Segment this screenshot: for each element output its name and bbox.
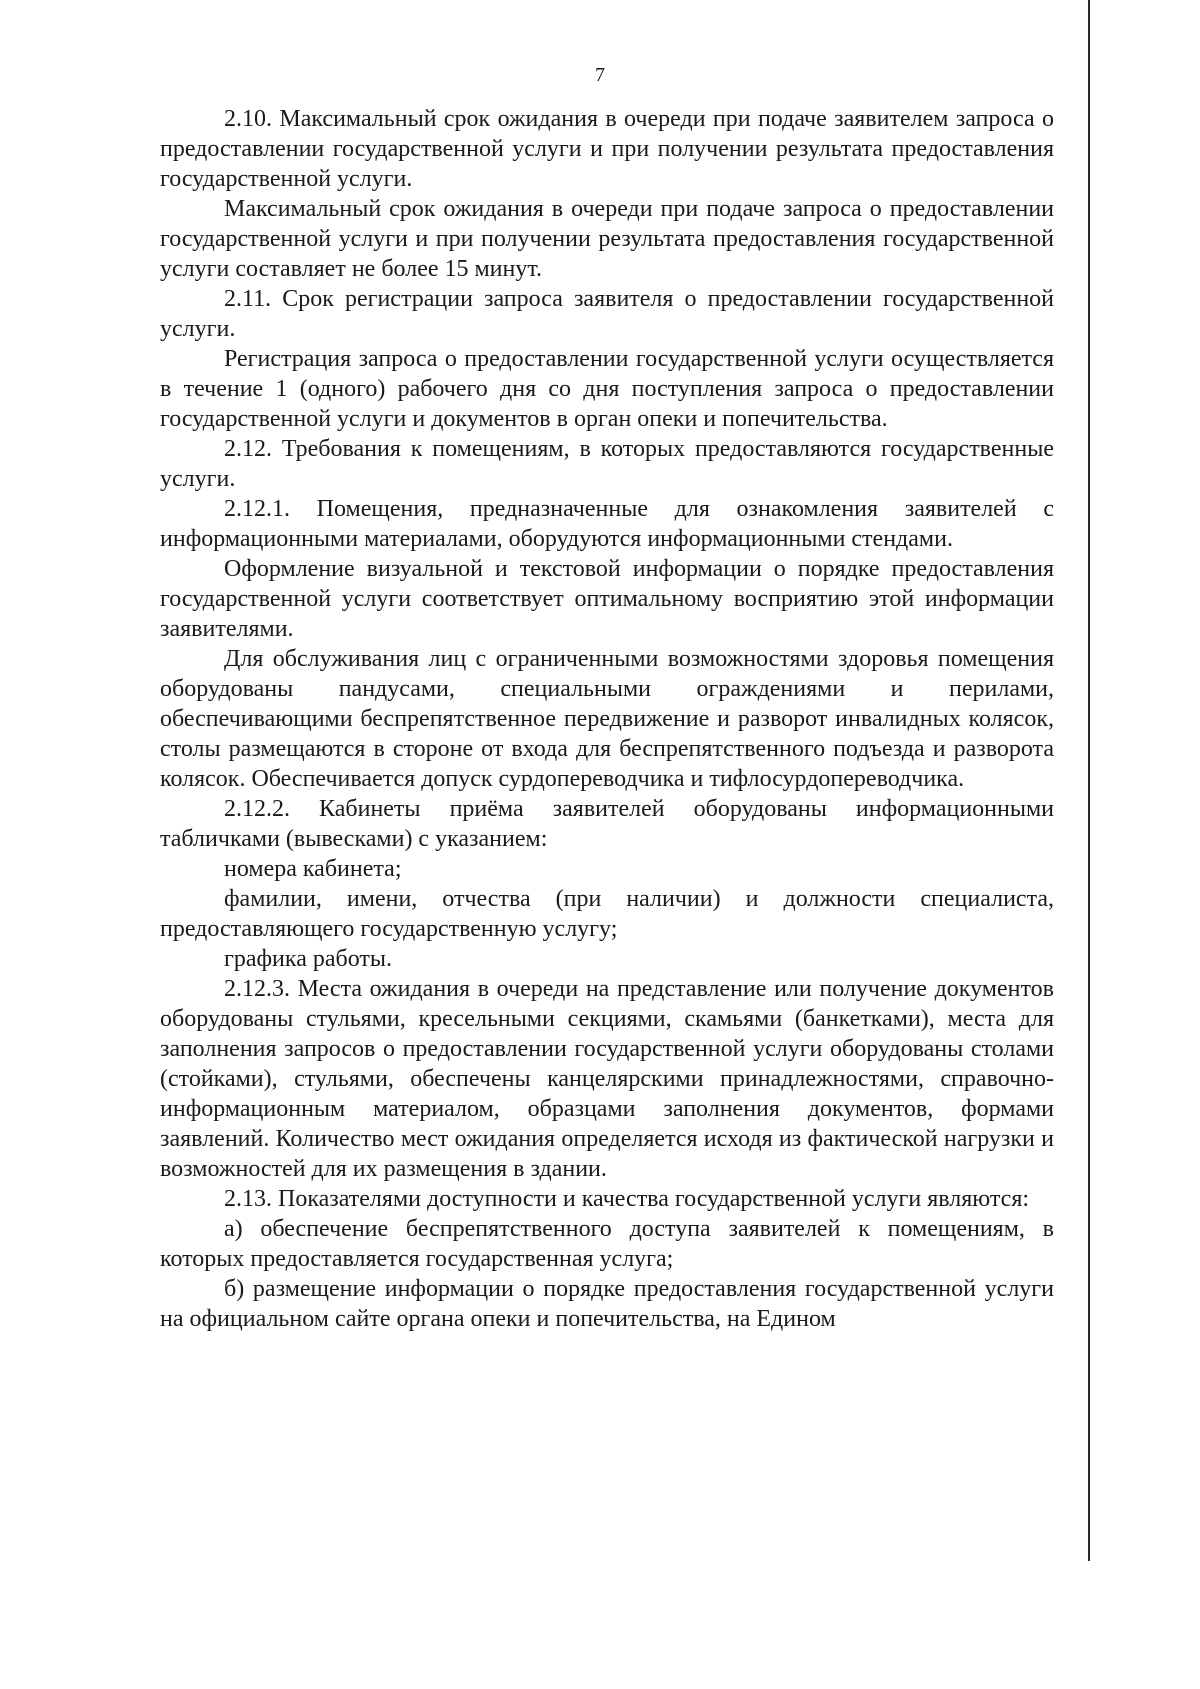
paragraph-visual-info: Оформление визуальной и текстовой информации о порядке предоставления государственной услуги соответствует оптимальному восприятию этой информации заявителями. bbox=[160, 556, 1054, 642]
document-body bbox=[160, 104, 1054, 1334]
paragraph-2-11: 2.11. Срок регистрации запроса заявителя о предоставлении государственной услуги. bbox=[160, 286, 1054, 342]
page-edge-line bbox=[1088, 0, 1090, 1561]
paragraph-2-10: 2.10. Максимальный срок ожидания в очереди при подаче заявителем запроса о предоставлении государственной услуги и при получении результата предоставления государственной услуги. bbox=[160, 106, 1054, 192]
paragraph-registration: Регистрация запроса о предоставлении государственной услуги осуществляется в течение 1 (одного) рабочего дня со дня поступления запроса о предоставлении государственной услуги и документов в орган опеки и попечительства. bbox=[160, 346, 1054, 432]
paragraph-2-12-1: 2.12.1. Помещения, предназначенные для ознакомления заявителей с информационными материалами, оборудуются информационными стендами. bbox=[160, 496, 1054, 552]
paragraph-2-12-3: 2.12.3. Места ожидания в очереди на представление или получение документов оборудованы стульями, кресельными секциями, скамьями (банкетками), места для заполнения запросов о предоставлении государственной услуги оборудованы столами (стойками), стульями, обеспечены канцелярскими принадлежностями, справочно-информационным материалом, образцами заполнения документов, формами заявлений. Количество мест ожидания определяется исходя из фактической нагрузки и возможностей для их размещения в здании. bbox=[160, 976, 1054, 1182]
paragraph-2-13: 2.13. Показателями доступности и качества государственной услуги являются: bbox=[224, 1186, 1030, 1212]
page-number: 7 bbox=[595, 64, 605, 86]
list-item-b: б) размещение информации о порядке предоставления государственной услуги на официальном сайте органа опеки и попечительства, на Едином bbox=[160, 1276, 1054, 1332]
paragraph-disabled-access: Для обслуживания лиц с ограниченными возможностями здоровья помещения оборудованы пандусами, специальными ограждениями и перилами, обеспечивающими беспрепятственное передвижение и разворот инвалидных колясок, столы размещаются в стороне от входа для беспрепятственного подъезда и разворота колясок. Обеспечивается допуск сурдопереводчика и тифлосурдопереводчика. bbox=[160, 646, 1054, 792]
list-item-specialist-name: фамилии, имени, отчества (при наличии) и должности специалиста, предоставляющего государственную услугу; bbox=[160, 886, 1054, 942]
list-item-schedule: графика работы. bbox=[224, 946, 392, 972]
list-item-a: а) обеспечение беспрепятственного доступа заявителей к помещениям, в которых предоставляется государственная услуга; bbox=[160, 1216, 1054, 1272]
paragraph-2-12-2: 2.12.2. Кабинеты приёма заявителей оборудованы информационными табличками (вывесками) с указанием: bbox=[160, 796, 1054, 852]
paragraph-2-12: 2.12. Требования к помещениям, в которых предоставляются государственные услуги. bbox=[160, 436, 1054, 492]
list-item-room-number: номера кабинета; bbox=[224, 856, 402, 882]
paragraph-waiting-time: Максимальный срок ожидания в очереди при подаче запроса о предоставлении государственной услуги и при получении результата предоставления государственной услуги составляет не более 15 минут. bbox=[160, 196, 1054, 282]
